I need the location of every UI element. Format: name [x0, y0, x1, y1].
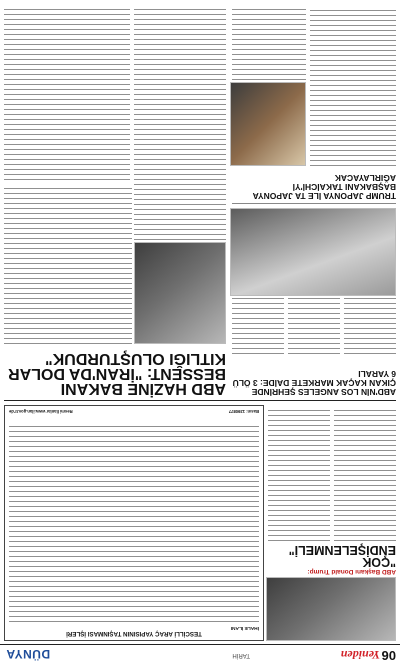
section-title: DÜNYA: [6, 647, 51, 661]
notice-footer: [9, 409, 259, 414]
la-body-col-2: [288, 298, 340, 354]
la-body: [232, 298, 396, 354]
notice-footer-left: Basın: 1390877: [228, 409, 259, 414]
la-story: [232, 369, 396, 396]
page-number: 06: [381, 648, 396, 663]
notice-footer-right: Resmi İlanlar www.ilan.gov.tr'de: [9, 409, 73, 414]
trump-body-col-2: [268, 407, 330, 541]
trump-photo: [266, 577, 396, 641]
trump-headline: "ÇOK ENDİŞELENMELİ": [288, 543, 396, 569]
japan-body-col-1: [310, 8, 396, 166]
public-notice: [4, 405, 264, 641]
bessent-photo: [134, 242, 226, 344]
bessent-headline: ABD HAZİNE BAKANI BESSENT: "İRAN'DA DOLAR KITLIĞI OLUŞTURDUK": [8, 350, 226, 397]
notice-intro: İHALE İLANI: [230, 625, 259, 630]
la-body-col-3: [232, 298, 284, 354]
japan-story: [232, 173, 396, 204]
la-body-col-1: [344, 298, 396, 354]
bessent-story: [4, 351, 226, 396]
lower-stories: [4, 4, 396, 401]
notice-body: [9, 422, 259, 622]
la-headline: ABD'NİN LOS ANGELES ŞEHRİNDE ÇIKAN KAÇAK MARKETE DAİDE: 3 ÖLÜ 6 YARALI: [232, 369, 396, 397]
japan-photo: [230, 82, 306, 166]
notice-title: TESCİLLİ ARAÇ YAPISININ TAŞINMASI İŞLERİ: [66, 630, 202, 637]
la-photo: [230, 208, 396, 296]
bessent-body-col-1: [4, 184, 132, 344]
issue-date: TARİH: [232, 652, 250, 658]
masthead: [0, 644, 400, 665]
trump-body-col-1: [334, 407, 396, 541]
bessent-body-col-3: [4, 8, 130, 180]
japan-headline: TRUMP JAPONYA İLE TA JAPONYA BAŞBAKANI TAKAİCHİ'Yİ AĞIRLAYACAK: [252, 173, 396, 201]
trump-kicker: ABD Başkanı Donald Trump:: [307, 568, 396, 575]
japan-body-col-2: [232, 8, 306, 80]
bessent-body-col-2: [134, 8, 226, 240]
newspaper-logo: Yeniden: [340, 648, 380, 662]
trump-story: [266, 405, 396, 641]
